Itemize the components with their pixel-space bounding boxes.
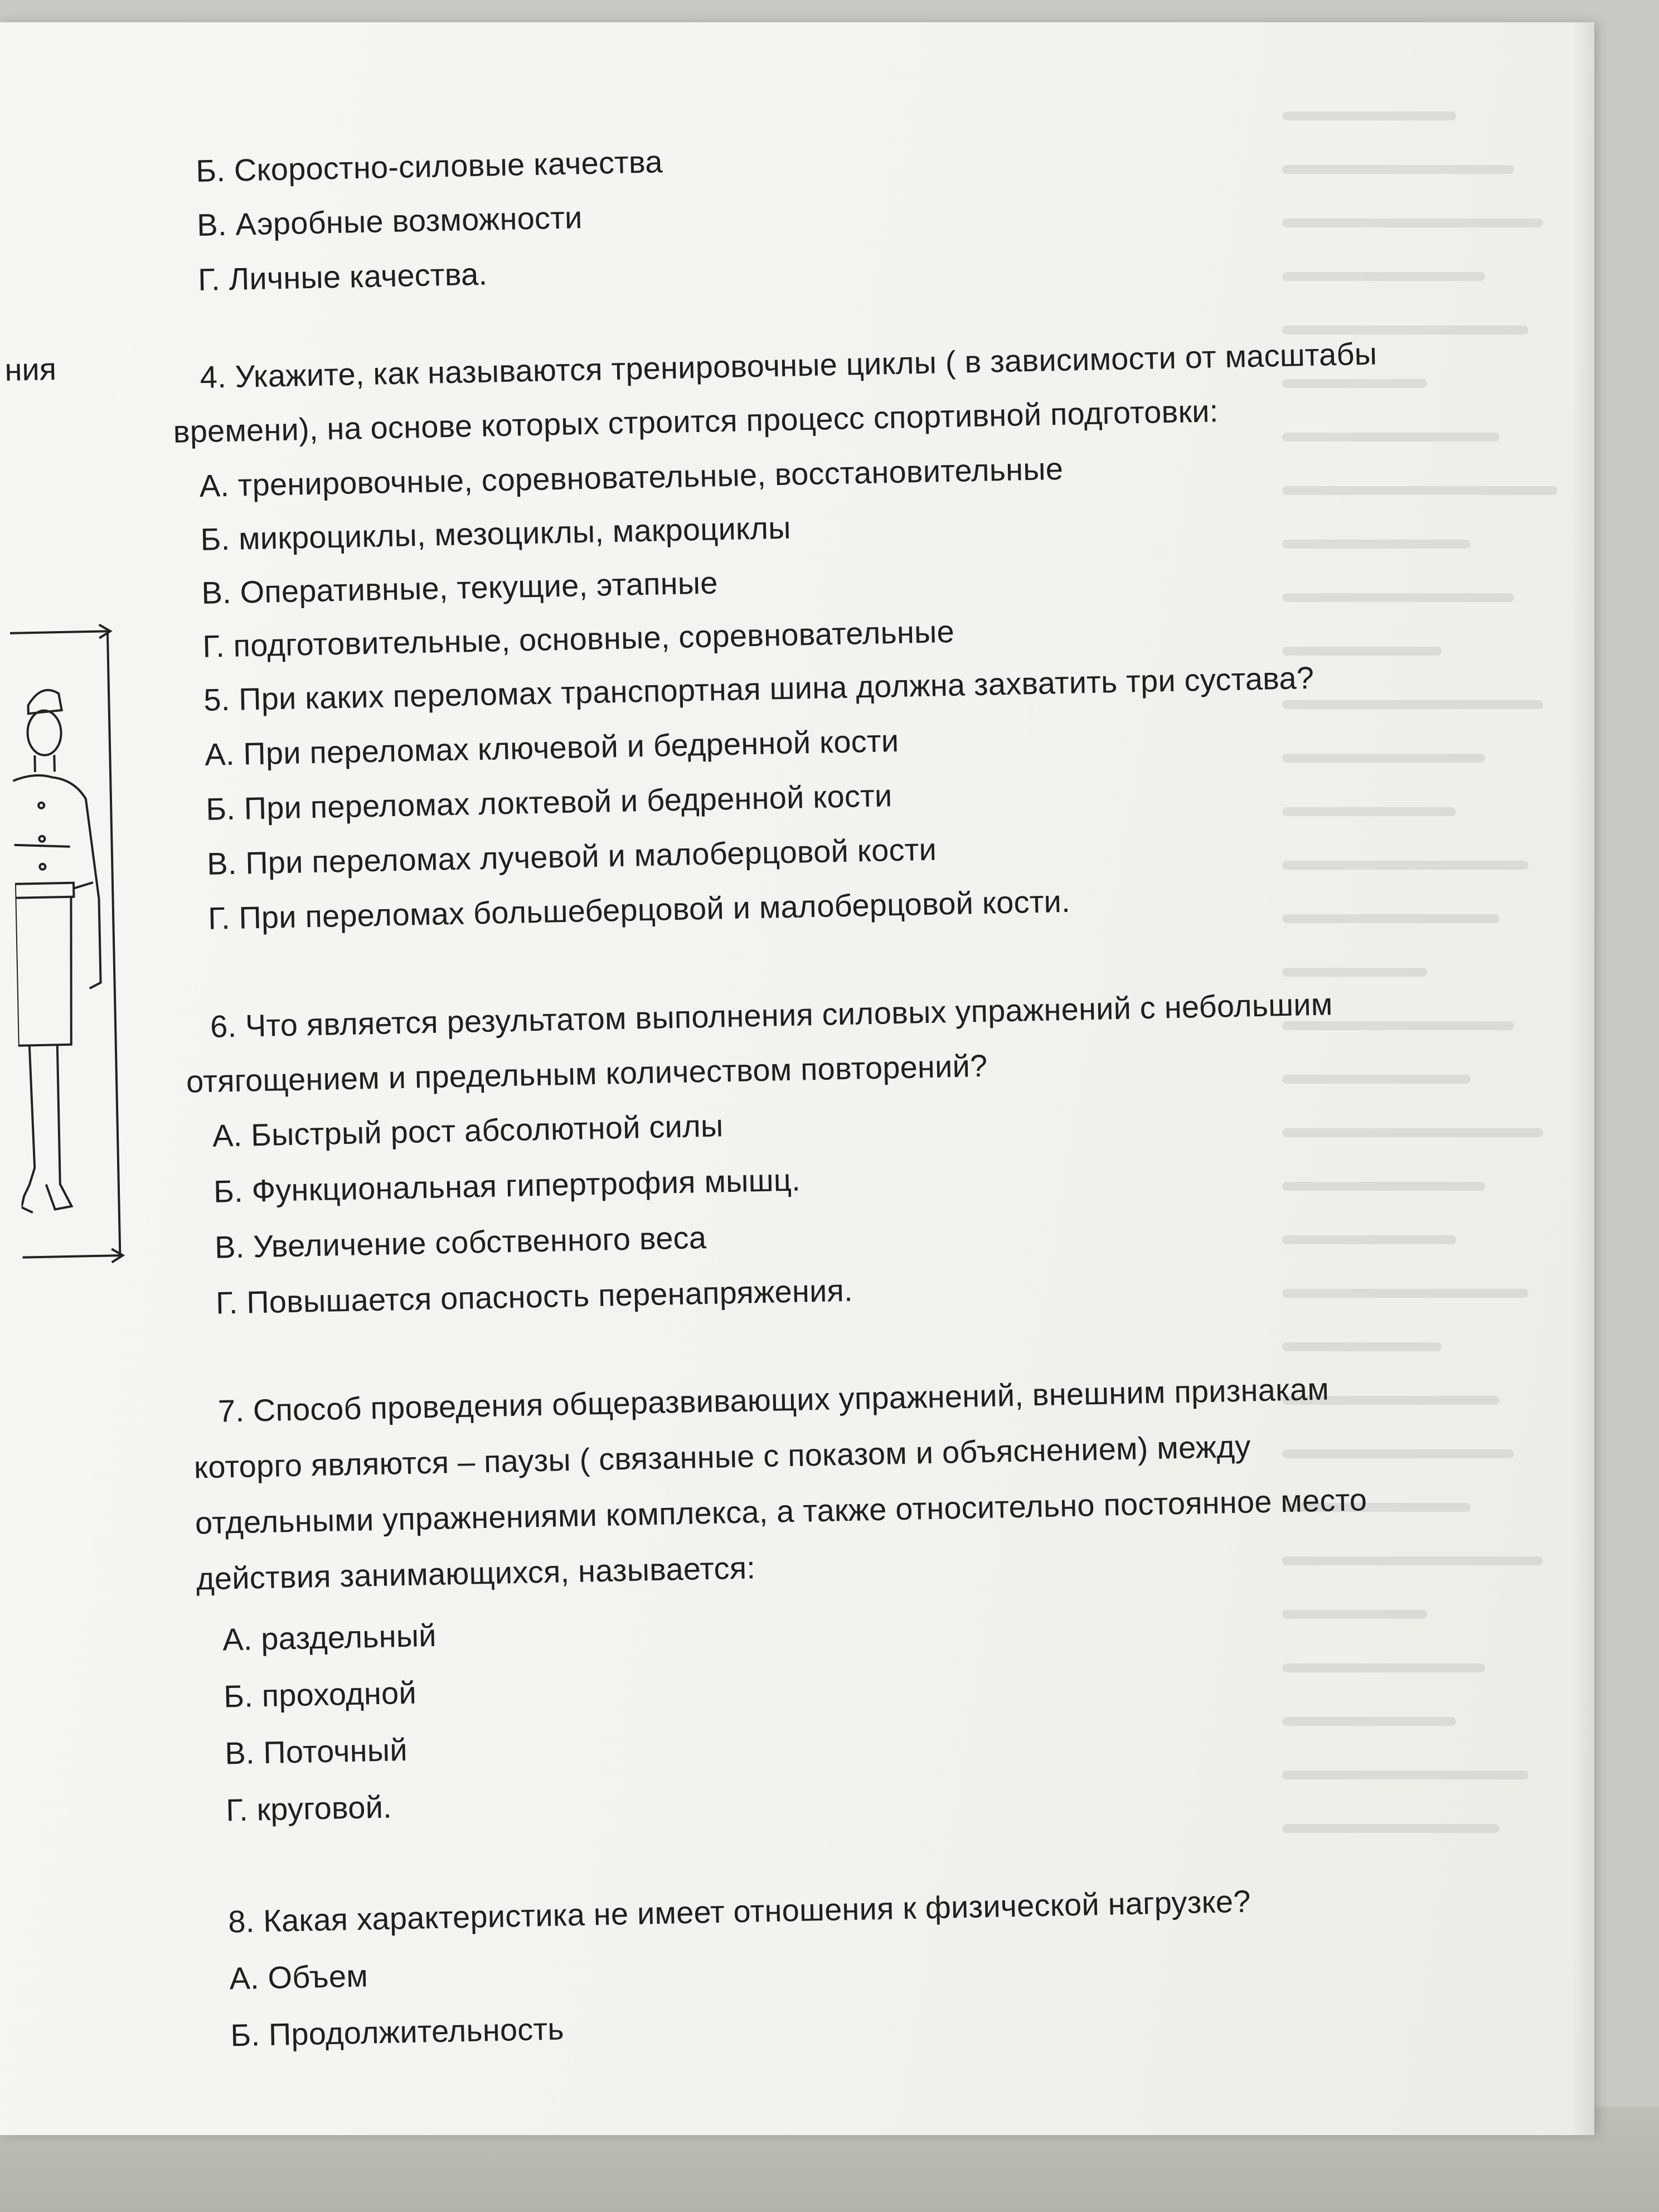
q7-option-d: Г. круговой. xyxy=(225,1789,392,1828)
q7-question-line4: действия занимающихся, называется: xyxy=(196,1550,756,1597)
q7-question-line3: отдельными упражнениями комплекса, а также относительно постоянное место xyxy=(195,1482,1367,1541)
q5-option-d: Г. При переломах большеберцовой и малоберцовой кости. xyxy=(207,883,1071,936)
q4-option-d: Г. подготовительные, основные, соревновательные xyxy=(202,613,955,664)
q8-option-a: А. Объем xyxy=(229,1958,368,1996)
q5-option-c: В. При переломах лучевой и малоберцовой кости xyxy=(206,831,937,881)
q7-option-c: В. Поточный xyxy=(224,1731,408,1771)
q7-option-a: А. раздельный xyxy=(222,1617,437,1657)
q5-question: 5. При каких переломах транспортная шина должна захватить три сустава? xyxy=(203,659,1314,717)
margin-fragment: ния xyxy=(4,351,57,387)
q6-option-c: В. Увеличение собственного веса xyxy=(214,1219,707,1265)
q4-question-line2: времени), на основе которых строится процесс спортивной подготовки: xyxy=(173,393,1219,449)
q4-question-line1: 4. Укажите, как называются тренировочные циклы ( в зависимости от масштабы xyxy=(200,336,1377,395)
q6-option-a: А. Быстрый рост абсолютной силы xyxy=(212,1108,724,1153)
test-questions xyxy=(0,22,1594,2135)
q5-option-a: А. При переломах ключевой и бедренной кости xyxy=(204,722,899,772)
q3-option-d: Г. Личные качества. xyxy=(197,256,488,297)
q4-option-c: В. Оперативные, текущие, этапные xyxy=(201,565,719,610)
q8-option-b: Б. Продолжительность xyxy=(230,2011,565,2053)
q7-question-line2: которго являются – паузы ( связанные с показом и объяснением) между xyxy=(193,1428,1251,1485)
q3-option-c: В. Аэробные возможности xyxy=(196,200,583,242)
q3-option-b: Б. Скоростно-силовые качества xyxy=(195,144,663,188)
q6-option-d: Г. Повышается опасность перенапряжения. xyxy=(215,1272,853,1321)
q4-option-b: Б. микроциклы, мезоциклы, макроциклы xyxy=(200,510,792,557)
soldier-figure-illustration xyxy=(10,620,129,1269)
q7-question-line1: 7. Способ проведения общеразвивающих упражнений, внешним признакам xyxy=(217,1371,1330,1429)
paper-sheet xyxy=(0,22,1594,2135)
q6-option-b: Б. Функциональная гипертрофия мышц. xyxy=(213,1162,801,1209)
q8-question: 8. Какая характеристика не имеет отношения к физической нагрузке? xyxy=(227,1883,1251,1939)
q4-option-a: А. тренировочные, соревновательные, восстановительные xyxy=(199,450,1064,503)
q6-question-line1: 6. Что является результатом выполнения силовых упражнений с небольшим xyxy=(210,986,1333,1044)
q7-option-b: Б. проходной xyxy=(223,1675,417,1714)
q5-option-b: Б. При переломах локтевой и бедренной кости xyxy=(205,778,893,827)
q6-question-line2: отягощением и предельным количеством повторений? xyxy=(186,1047,988,1099)
